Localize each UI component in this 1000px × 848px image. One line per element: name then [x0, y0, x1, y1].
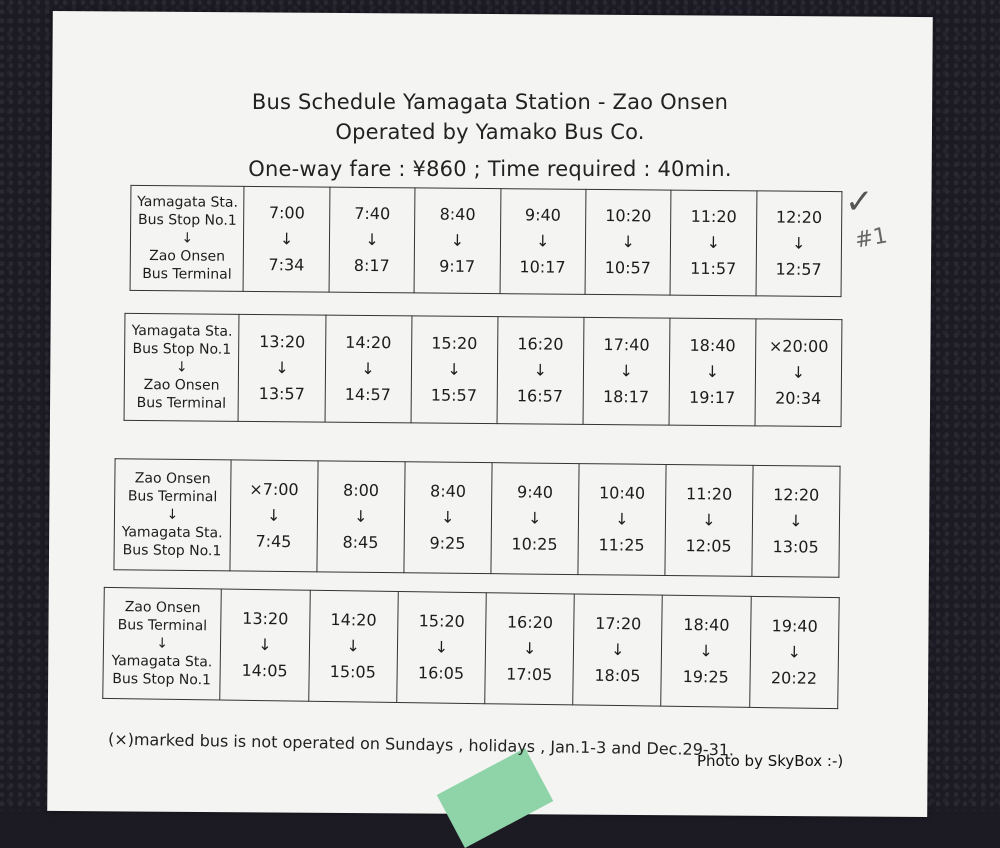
- down-arrow-icon: ↓: [706, 232, 721, 253]
- handwritten-checkmark: ✓: [845, 182, 874, 222]
- route-label-line: Zao Onsen: [134, 469, 211, 487]
- trip-cell: [244, 186, 330, 292]
- departure-time: 9:40: [524, 205, 561, 225]
- fare-line: One-way fare : ¥860 ; Time required : 40min.: [248, 157, 732, 181]
- route-label-line: Yamagata Sta.: [137, 193, 239, 211]
- arrival-time: 8:45: [342, 532, 379, 552]
- route-label-line: Bus Terminal: [136, 395, 227, 413]
- trip-cell: [414, 188, 500, 294]
- footnote: (×)marked bus is not operated on Sundays , holidays , Jan.1-3 and Dec.29-31.: [107, 729, 735, 760]
- arrival-time: 13:57: [258, 384, 305, 404]
- route-label-line: Zao Onsen: [143, 377, 220, 394]
- route-label-line: Zao Onsen: [149, 248, 226, 265]
- departure-time: 18:40: [683, 614, 730, 635]
- trip-cell: [497, 317, 584, 425]
- departure-time: 19:40: [771, 616, 818, 636]
- down-arrow-icon: ↓: [791, 362, 806, 382]
- arrival-time: 19:17: [688, 387, 736, 408]
- arrival-time: 7:34: [268, 255, 305, 275]
- trip-cell: [583, 317, 670, 425]
- timetable-3: [113, 458, 840, 578]
- trip-cell: [329, 187, 415, 293]
- departure-time: 11:20: [690, 206, 737, 227]
- down-arrow-icon: ↓: [258, 635, 272, 655]
- trip-cell: [670, 190, 756, 296]
- departure-time: 12:20: [775, 207, 823, 227]
- down-arrow-icon: ↓: [619, 361, 634, 381]
- down-arrow-icon: ↓: [699, 641, 713, 661]
- down-arrow-icon: ↓: [615, 509, 629, 529]
- trip-cell: [485, 593, 575, 705]
- down-arrow-icon: ↓: [522, 638, 537, 658]
- arrival-time: 11:25: [598, 535, 645, 555]
- arrival-time: 14:05: [241, 660, 288, 681]
- departure-time: 17:20: [595, 613, 642, 634]
- down-arrow-icon: ↓: [611, 639, 625, 660]
- trip-cell: [238, 314, 325, 422]
- departure-time: 18:40: [689, 335, 736, 356]
- arrival-time: 20:34: [775, 388, 822, 408]
- arrival-time: 8:17: [353, 255, 390, 276]
- trip-cell: [756, 191, 842, 297]
- trip-cell: [749, 596, 839, 708]
- departure-time: 11:20: [685, 484, 733, 504]
- departure-time: 10:40: [598, 483, 646, 503]
- departure-time: 13:20: [242, 608, 289, 629]
- photo-credit: Photo by SkyBox :-): [697, 752, 844, 770]
- departure-time: 12:20: [773, 485, 820, 505]
- route-label-line: Yamagata Sta.: [131, 322, 233, 340]
- departure-time: 10:20: [605, 206, 652, 226]
- route-label-line: Bus Terminal: [127, 488, 218, 505]
- trip-cell: [585, 189, 671, 295]
- down-arrow-icon: ↓: [792, 233, 806, 253]
- down-arrow-icon: ↓: [353, 506, 368, 526]
- departure-time: 14:20: [345, 332, 392, 353]
- trip-cell: [500, 189, 586, 295]
- departure-time: 13:20: [259, 332, 306, 352]
- arrival-time: 12:57: [775, 259, 822, 279]
- route-label-line: Bus Stop No.1: [132, 340, 232, 358]
- arrival-time: 17:05: [506, 664, 553, 685]
- departure-time: 8:40: [429, 481, 467, 501]
- departure-time: 16:20: [506, 612, 554, 633]
- route-label-line: Bus Stop No.1: [138, 211, 237, 229]
- down-arrow-icon: ↓: [365, 229, 379, 250]
- trip-cell: [308, 590, 398, 702]
- route-label-line: ↓: [156, 635, 169, 652]
- schedule-title: Bus Schedule Yamagata Station - Zao Onsen: [251, 90, 729, 114]
- departure-time: 14:20: [330, 610, 377, 630]
- trip-cell: [573, 594, 663, 706]
- route-label-line: Bus Terminal: [117, 616, 208, 635]
- down-arrow-icon: ↓: [266, 505, 281, 525]
- route-label-cell: [130, 185, 244, 291]
- departure-time: 15:20: [418, 611, 465, 631]
- down-arrow-icon: ↓: [440, 507, 455, 527]
- down-arrow-icon: ↓: [787, 642, 802, 662]
- trip-cell: [491, 463, 579, 575]
- route-label-cell: [124, 313, 239, 421]
- route-label-line: Bus Terminal: [142, 266, 232, 284]
- trip-cell: [396, 591, 486, 703]
- down-arrow-icon: ↓: [528, 508, 542, 528]
- arrival-time: 12:05: [685, 536, 732, 556]
- departure-time: 8:00: [342, 480, 380, 500]
- departure-time: 9:40: [517, 482, 554, 502]
- route-label-line: ↓: [181, 230, 194, 247]
- operator-line: Operated by Yamako Bus Co.: [335, 120, 645, 144]
- arrival-time: 16:05: [417, 663, 465, 683]
- timetable-1: [130, 185, 843, 297]
- arrival-time: 11:57: [690, 258, 737, 279]
- arrival-time: 9:25: [429, 533, 466, 553]
- route-label-line: ↓: [175, 359, 188, 376]
- arrival-time: 15:57: [430, 385, 478, 405]
- trip-cell: [665, 464, 753, 576]
- route-label-cell: [103, 587, 222, 700]
- arrival-time: 20:22: [770, 668, 818, 688]
- trip-cell: [230, 460, 318, 572]
- trip-cell: [220, 589, 310, 701]
- down-arrow-icon: ↓: [702, 510, 716, 530]
- trip-cell: [669, 318, 756, 426]
- down-arrow-icon: ↓: [361, 358, 375, 379]
- route-label-line: Yamagata Sta.: [111, 653, 213, 671]
- arrival-time: 19:25: [682, 666, 729, 687]
- down-arrow-icon: ↓: [434, 637, 449, 657]
- down-arrow-icon: ↓: [447, 359, 461, 379]
- down-arrow-icon: ↓: [533, 360, 547, 380]
- route-label-line: ↓: [166, 506, 179, 523]
- down-arrow-icon: ↓: [621, 232, 635, 252]
- arrival-time: 7:45: [255, 531, 292, 552]
- trip-cell: [325, 315, 412, 423]
- down-arrow-icon: ↓: [279, 229, 294, 249]
- route-label-line: Zao Onsen: [124, 598, 201, 616]
- arrival-time: 18:17: [602, 387, 650, 407]
- departure-time: 16:20: [517, 334, 564, 354]
- trip-cell: [661, 595, 751, 707]
- arrival-time: 13:05: [772, 537, 819, 557]
- route-label-cell: [114, 459, 231, 571]
- trip-cell: [752, 465, 840, 577]
- down-arrow-icon: ↓: [705, 361, 720, 382]
- down-arrow-icon: ↓: [346, 636, 360, 656]
- trip-cell: [411, 316, 498, 424]
- arrival-time: 9:17: [439, 256, 476, 276]
- down-arrow-icon: ↓: [450, 230, 465, 250]
- handwritten-label: #1: [853, 223, 890, 254]
- down-arrow-icon: ↓: [789, 511, 803, 531]
- departure-time: 8:40: [439, 204, 476, 224]
- departure-time: 15:20: [431, 333, 478, 353]
- departure-time: 17:40: [603, 335, 650, 355]
- trip-cell: [404, 462, 492, 574]
- arrival-time: 14:57: [344, 384, 391, 405]
- departure-time: ×7:00: [249, 479, 299, 500]
- departure-time: ×20:00: [768, 336, 829, 357]
- trip-cell: [578, 464, 666, 576]
- departure-time: 7:00: [268, 203, 305, 223]
- arrival-time: 16:57: [516, 386, 564, 406]
- arrival-time: 10:17: [519, 257, 566, 277]
- timetable-4: [102, 587, 839, 709]
- trip-cell: [755, 319, 842, 427]
- down-arrow-icon: ↓: [275, 358, 289, 378]
- route-label-line: Bus Stop No.1: [112, 671, 212, 689]
- departure-time: 7:40: [354, 203, 391, 224]
- down-arrow-icon: ↓: [535, 231, 550, 251]
- route-label-line: Bus Stop No.1: [122, 542, 222, 560]
- timetable-2: [124, 313, 843, 427]
- arrival-time: 15:05: [329, 662, 376, 682]
- route-label-line: Yamagata Sta.: [121, 524, 223, 542]
- trip-cell: [317, 461, 405, 573]
- arrival-time: 18:05: [594, 665, 641, 686]
- arrival-time: 10:57: [604, 258, 651, 278]
- arrival-time: 10:25: [511, 534, 558, 554]
